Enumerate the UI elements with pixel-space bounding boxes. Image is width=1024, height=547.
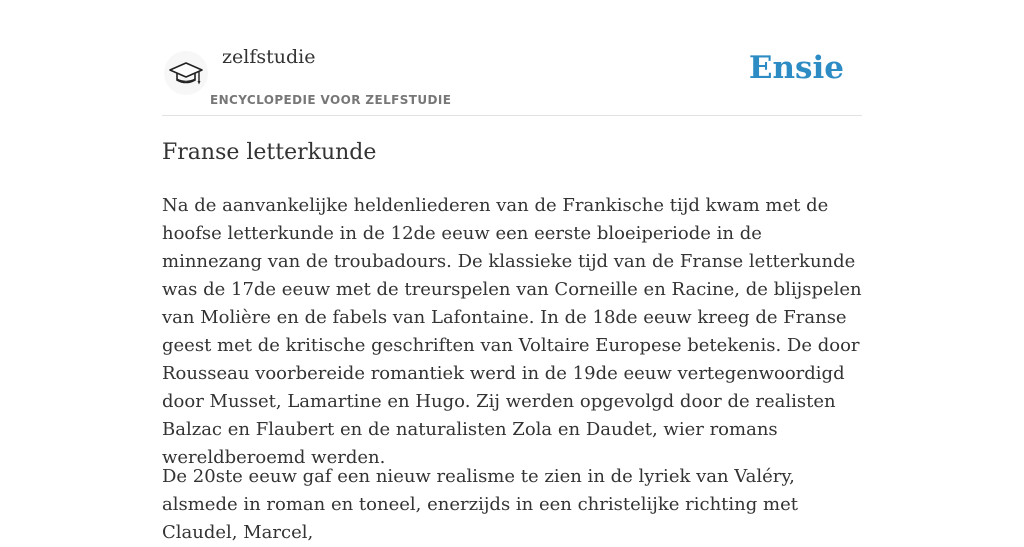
site-header [162, 0, 862, 116]
ensie-logo-link[interactable]: Ensie [748, 50, 844, 86]
page-title: Franse letterkunde [162, 140, 377, 165]
site-tagline: ENCYCLOPEDIE VOOR ZELFSTUDIE [210, 93, 452, 107]
article-paragraph: De 20ste eeuw gaf een nieuw realisme te zien in de lyriek van Valéry, alsmede in roman en toneel, enerzijds in een christelijke richting met Claudel, Marcel, [162, 466, 798, 543]
article-paragraph: Na de aanvankelijke heldenliederen van de Frankische tijd kwam met de hoofse letterkunde in de 12de eeuw een eerste bloeiperiode in de minnezang van de troubadours. De klassieke tijd van de Franse letterkunde was de 17de eeuw met de treurspelen van Corneille en Racine, de blijspelen van Molière en de fabels van Lafontaine. In de 18de eeuw kreeg de Franse geest met de kritische geschriften van Voltaire Europese betekenis. De door Rousseau voorbereide romantiek werd in de 19de eeuw vertegenwoordigd door Musset, Lamartine en Hugo. Zij werden opgevolgd door de realisten Balzac en Flaubert en de naturalisten Zola en Daudet, wier romans wereldberoemd werden. [162, 195, 862, 468]
page-container [162, 0, 862, 543]
site-name-link[interactable]: zelfstudie [222, 46, 316, 68]
graduation-cap-icon[interactable] [164, 51, 208, 95]
